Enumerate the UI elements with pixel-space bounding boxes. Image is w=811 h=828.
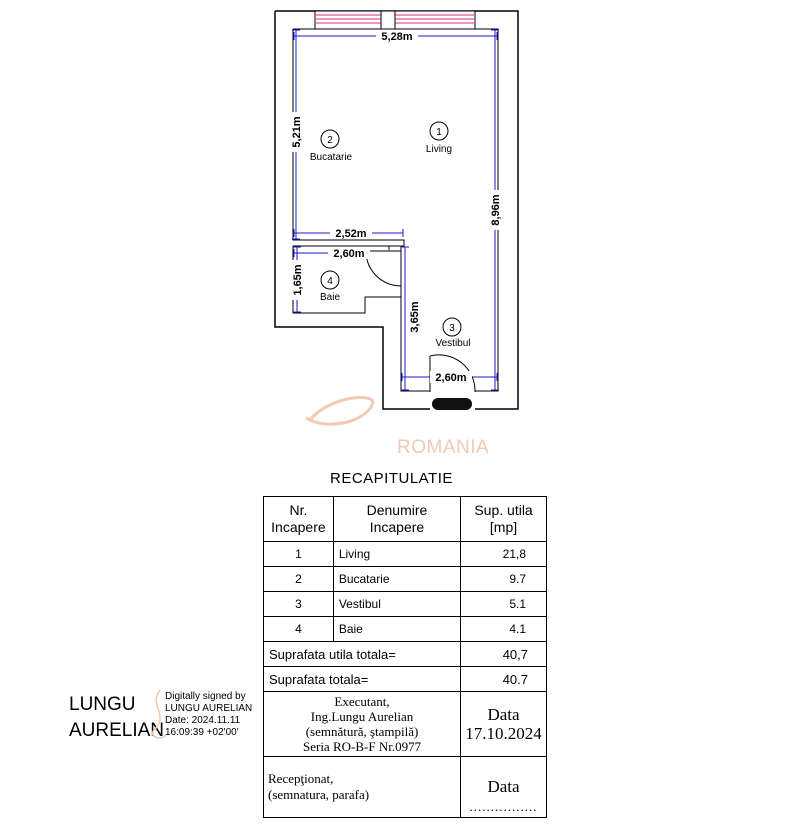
total-value: 40.7 [461, 667, 547, 692]
executant-row [264, 692, 547, 757]
dim-height-left: 5,21m [291, 116, 303, 148]
dim-bath-width: 2,60m [333, 248, 365, 260]
room-number: 4 [327, 276, 333, 287]
table-row [264, 617, 547, 642]
total-row [264, 667, 547, 692]
room-kitchen [310, 130, 353, 163]
total-util-row [264, 642, 547, 667]
cell-name: Bucatarie [333, 567, 460, 592]
cell-nr: 2 [264, 567, 334, 592]
cell-area: 5.1 [461, 592, 547, 617]
room-vestibule [435, 318, 470, 349]
header-name: Denumire Incapere [333, 497, 460, 542]
room-name: Bucatarie [309, 152, 353, 163]
total-label: Suprafata totala= [264, 667, 461, 692]
executant-date: Data 17.10.2024 [461, 692, 547, 757]
receptionat-row [264, 757, 547, 818]
receptionat-block: Recepţionat, (semnatura, parafa) [264, 757, 461, 818]
room-number: 2 [327, 135, 333, 146]
table-row [264, 592, 547, 617]
dim-height-right: 8,96m [490, 194, 502, 226]
dim-width-top: 5,28m [381, 31, 413, 43]
room-number: 1 [436, 127, 442, 138]
dim-hall-width: 2,60m [435, 372, 467, 384]
room-number: 3 [449, 323, 455, 334]
table-row [264, 542, 547, 567]
inner-walls [293, 29, 498, 391]
cell-area: 21,8 [461, 542, 547, 567]
cell-name: Baie [333, 617, 460, 642]
cell-area: 9.7 [461, 567, 547, 592]
header-area: Sup. utila [mp] [461, 497, 547, 542]
table-row [264, 567, 547, 592]
door-mat [432, 398, 472, 410]
dimension-labels [290, 30, 502, 384]
dimension-lines [292, 30, 499, 390]
outer-walls [275, 11, 518, 409]
dim-bath-height: 1,65m [292, 264, 304, 296]
header-nr: Nr. Incapere [264, 497, 334, 542]
room-name: Vestibul [435, 338, 471, 349]
watermark-text: ROMANIA [397, 437, 490, 458]
dim-kitchen-bottom: 2,52m [335, 228, 367, 240]
digital-signature-name: LUNGU AURELIAN [69, 694, 165, 741]
recap-table [263, 496, 547, 818]
total-util-value: 40,7 [461, 642, 547, 667]
cell-nr: 1 [264, 542, 334, 567]
cell-name: Living [333, 542, 460, 567]
watermark-logo [306, 397, 373, 424]
cell-nr: 3 [264, 592, 334, 617]
date-dots: ................ [469, 799, 538, 814]
dim-hall-height: 3,65m [409, 301, 421, 333]
digital-signature-details: Digitally signed by LUNGU AURELIAN Date: 2024.11.11 16:09:39 +02'00' [165, 691, 253, 738]
executant-block: Executant, Ing.Lungu Aurelian (semnătură, ştampilă) Seria RO-B-F Nr.0977 [264, 692, 461, 757]
table-header-row [264, 497, 547, 542]
cell-nr: 4 [264, 617, 334, 642]
room-bath [320, 271, 340, 303]
room-name: Living [425, 144, 453, 155]
room-name: Baie [319, 292, 341, 303]
room-living [426, 122, 452, 155]
cell-name: Vestibul [333, 592, 460, 617]
total-util-label: Suprafata utila totala= [264, 642, 461, 667]
cell-area: 4.1 [461, 617, 547, 642]
bath-door [366, 251, 401, 286]
recap-title: RECAPITULATIE [330, 470, 453, 487]
receptionat-date: Data ................ [461, 757, 547, 818]
window [315, 11, 475, 29]
